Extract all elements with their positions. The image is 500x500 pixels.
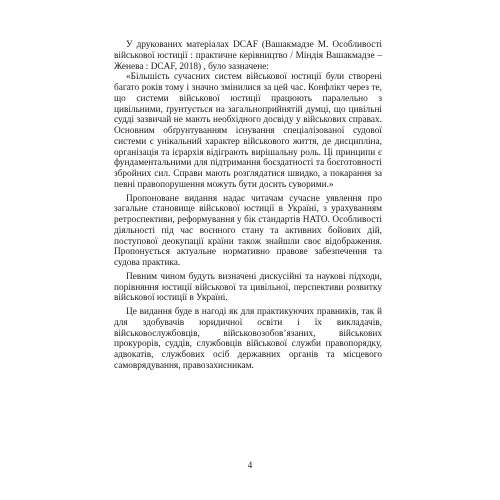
paragraph-audience: Це видання буде в нагоді як для практикуючих правників, так й для здобувачів юридичної освіти і їх викладачів, військовослужбовців, військовозобов’язаних, військових прокурорів, суддів, службовців військової служби правопорядку, адвокатів, службових осіб державних органів та місцевого самоврядування, правозахисникам. bbox=[114, 307, 382, 371]
body-text bbox=[114, 40, 382, 375]
page-number: 4 bbox=[247, 460, 253, 470]
paragraph-quote: «Більшість сучасних систем військової юстиції були створені багато років тому і значно змінилися за цей час. Конфлікт через те, що системи військової юстиції працюють паралельно з цивільними, ґрунтується на загальноприйнятій думці, що цивільні судді зазвичай не мають необхідного досвіду у військових справах. Основним обґрунтуванням існування спеціалізованої судової системи є унікальний характер військового життя, де дисципліна, організація та ієрархія відіграють вирішальну роль. Ці принципи є фундаментальними для підтримання боєздатності та боєготовності збройних сил. Справи мають розглядатися швидко, а покарання за певні правопорушення можуть бути досить суворими.» bbox=[114, 72, 382, 190]
paragraph-approaches: Певним чином будуть визначені дискусійні та наукові підходи, порівняння юстиції військової та цивільної, перспективи розвитку військової юстиції в Україні. bbox=[114, 271, 382, 304]
paragraph-intro: У друкованих матеріалах DCAF (Вашакмадзе М. Особливості військової юстиції : практичне керівництво / Міндія Вашакмадзе – Женева : DCAF, 2018) , було зазначене: bbox=[114, 40, 382, 72]
paragraph-proposal: Пропоноване видання надає читачам сучасне уявлення про загальне становище військової юстиції в Україні, з урахуванням ретроспективи, реформування у бік стандартів НАТО. Особливості діяльності під час воєнного стану та активних бойових дій, поступової деокупації країни також знайшли своє відображення. Пропонується актуальне нормативно правове забезпечення та судова практика. bbox=[114, 193, 382, 268]
